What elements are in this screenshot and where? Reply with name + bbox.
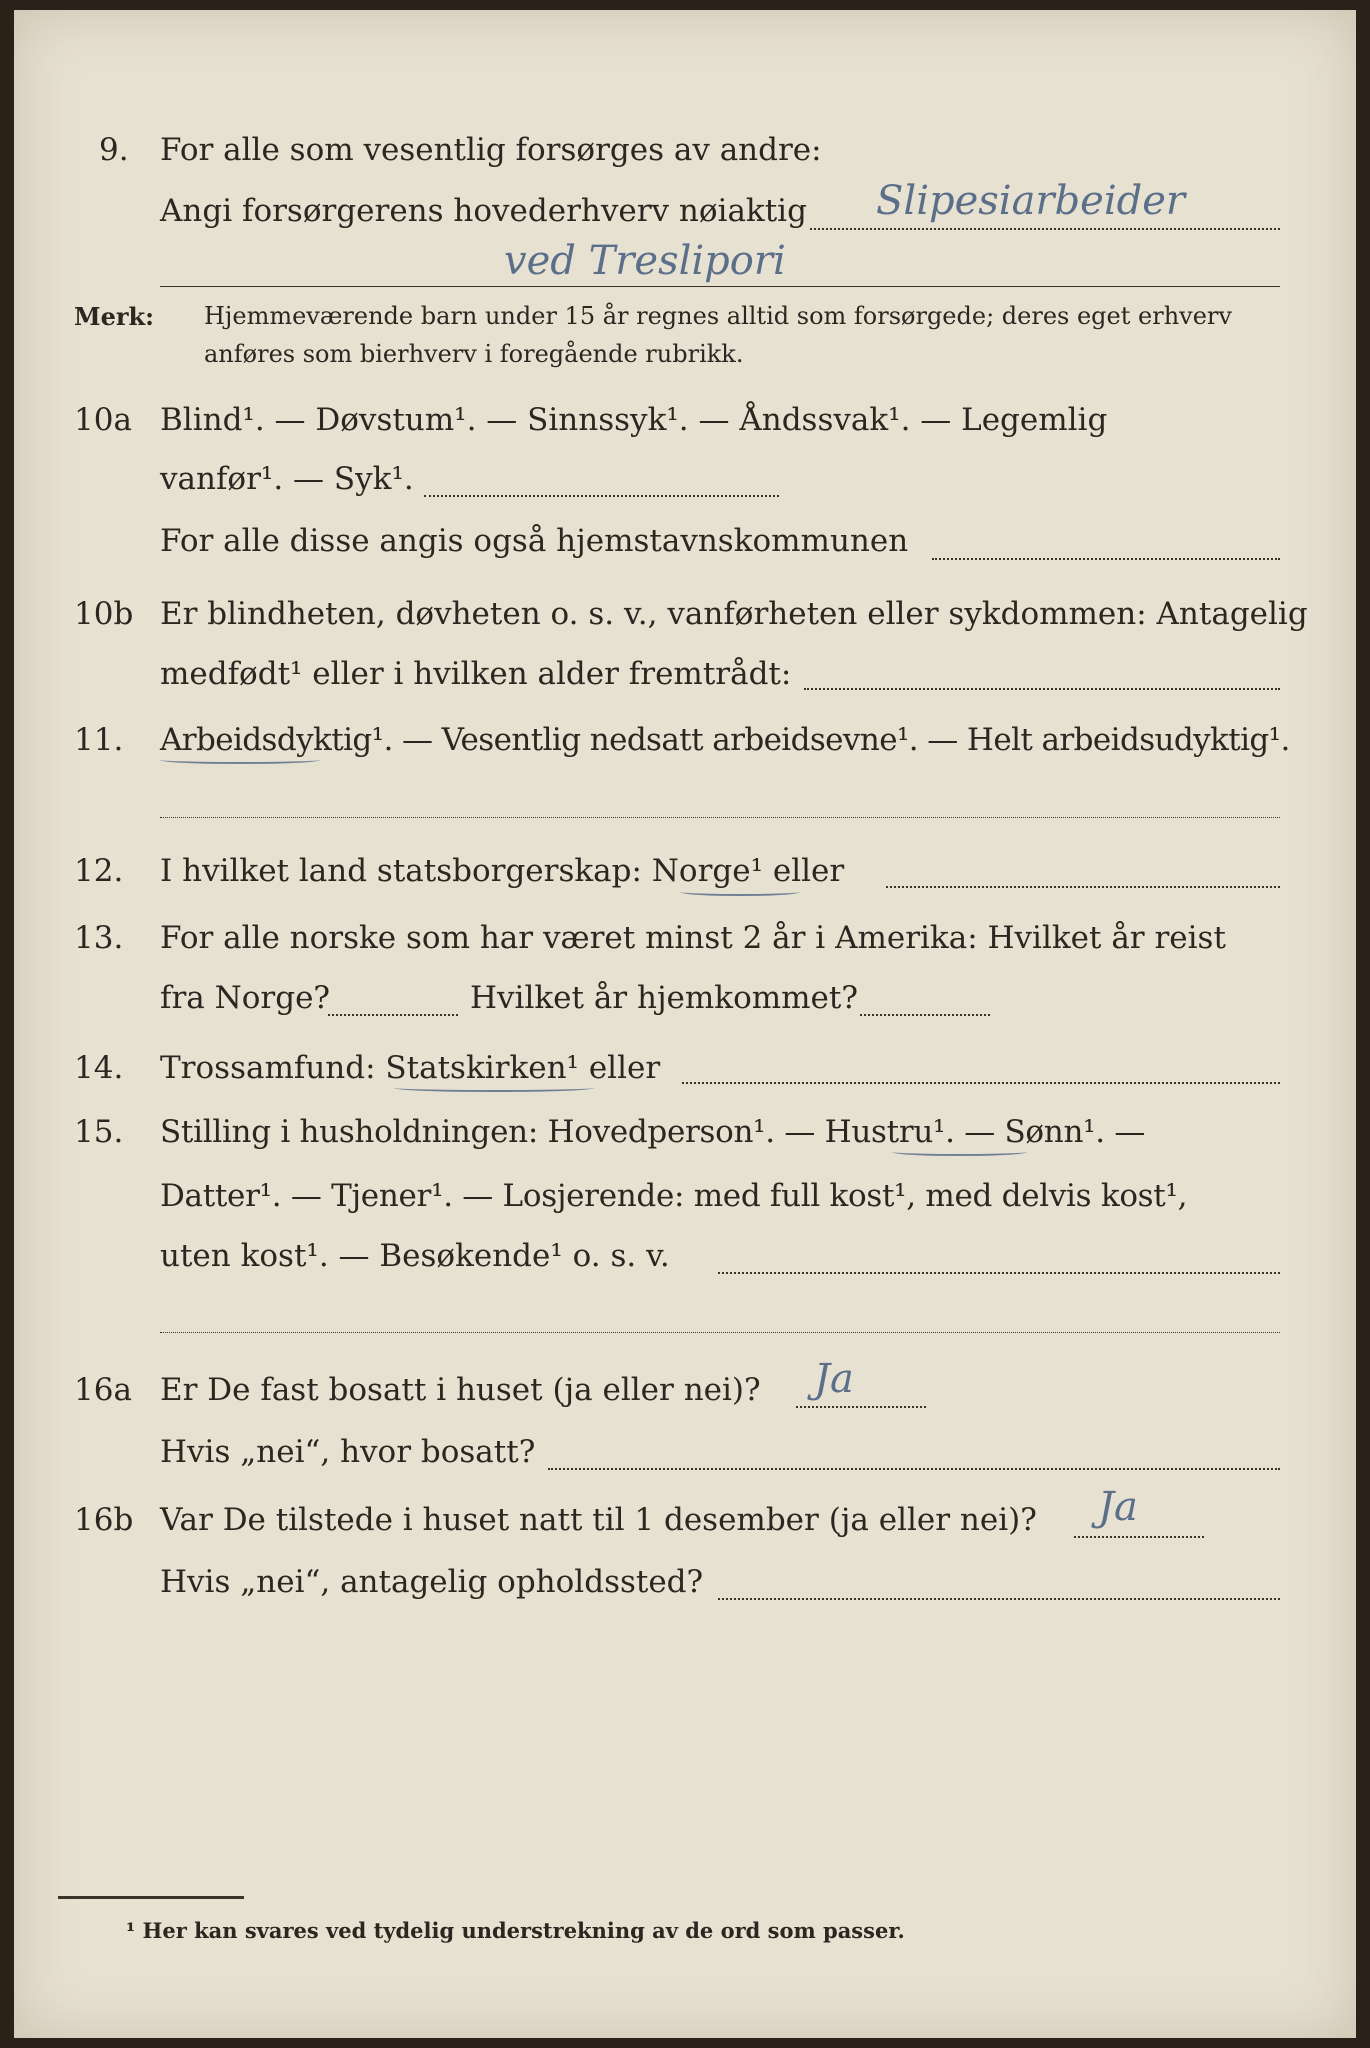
q16a-handwritten-answer: Ja <box>814 1356 854 1402</box>
q13-reist-line <box>328 1014 458 1016</box>
q10a-line1: Blind¹. — Døvstum¹. — Sinnssyk¹. — Åndssvak¹. — Legemlig <box>160 402 1108 438</box>
q9-answer-line2 <box>160 286 1280 287</box>
q16a-line2: Hvis „nei“, hvor bosatt? <box>160 1434 536 1470</box>
q11-number: 11. <box>74 722 124 758</box>
footnote-divider <box>58 1896 244 1899</box>
q15-line2: Datter¹. — Tjener¹. — Losjerende: med full kost¹, med delvis kost¹, <box>160 1178 1188 1214</box>
q9-handwritten-answer1: Slipesiarbeider <box>876 178 1186 224</box>
q9-handwritten-answer2: ved Treslipori <box>504 238 786 284</box>
merk-line2: anføres som bierhverv i foregående rubrikk. <box>204 340 744 368</box>
q10b-number: 10b <box>74 596 134 632</box>
q10b-line2: medfødt¹ eller i hvilken alder fremtrådt: <box>160 656 792 692</box>
q13-hjemkommet-line <box>860 1014 990 1016</box>
q16b-number: 16b <box>74 1502 134 1538</box>
q10b-alder-line <box>804 688 1280 690</box>
q13-number: 13. <box>74 920 124 956</box>
q10a-line2: vanfør¹. — Syk¹. <box>160 461 414 497</box>
q16a-line1: Er De fast bosatt i huset (ja eller nei)? <box>160 1372 761 1408</box>
merk-line1: Hjemmeværende barn under 15 år regnes alltid som forsørgede; deres eget erhverv <box>204 302 1232 330</box>
q15-number: 15. <box>74 1114 124 1150</box>
q16a-answer-line <box>796 1406 926 1408</box>
q15-extra-line <box>160 1332 1280 1333</box>
q9-number: 9. <box>99 132 129 168</box>
q15-line3: uten kost¹. — Besøkende¹ o. s. v. <box>160 1238 670 1274</box>
q13-line1: For alle norske som har været minst 2 år i Amerika: Hvilket år reist <box>160 920 1226 956</box>
q16b-handwritten-answer: Ja <box>1098 1484 1138 1530</box>
q15-line3-fill <box>718 1272 1280 1274</box>
q9-line2: Angi forsørgerens hovederhverv nøiaktig <box>160 193 807 229</box>
q10a-syk-line <box>424 495 779 497</box>
q10a-number: 10a <box>74 402 132 438</box>
q16b-answer-line <box>1074 1536 1204 1538</box>
q16b-opholdssted-line <box>718 1598 1280 1600</box>
merk-label: Merk: <box>74 302 154 331</box>
q10a-line3: For alle disse angis også hjemstavnskommunen <box>160 523 909 559</box>
q16a-bosatt-line <box>548 1468 1280 1470</box>
q9-line1: For alle som vesentlig forsørges av andre: <box>160 132 822 168</box>
q12-line1: I hvilket land statsborgerskap: Norge¹ eller <box>160 853 845 889</box>
q14-number: 14. <box>74 1050 124 1086</box>
q9-answer-line1 <box>810 228 1280 230</box>
q10a-hjemstavn-line <box>932 558 1280 560</box>
q12-number: 12. <box>74 853 124 889</box>
q12-country-line <box>886 886 1280 888</box>
q16b-line2: Hvis „nei“, antagelig opholdssted? <box>160 1564 704 1600</box>
q12-underline-mark <box>680 888 800 896</box>
q16a-number: 16a <box>74 1372 132 1408</box>
q11-extra-line <box>160 817 1280 818</box>
q10b-line1: Er blindheten, døvheten o. s. v., vanførheten eller sykdommen: Antagelig <box>160 596 1308 632</box>
q13-line2a: fra Norge? <box>160 980 331 1016</box>
footnote-text: ¹ Her kan svares ved tydelig understrekning av de ord som passer. <box>126 1918 905 1943</box>
q16b-line1: Var De tilstede i huset natt til 1 desember (ja eller nei)? <box>160 1502 1037 1538</box>
q11-underline-mark <box>160 756 320 764</box>
q13-line2b: Hvilket år hjemkommet? <box>470 980 858 1016</box>
q15-underline-mark <box>892 1148 1027 1156</box>
q15-line1: Stilling i husholdningen: Hovedperson¹. — Hustru¹. — Sønn¹. — <box>160 1114 1146 1150</box>
q14-trossamfund-line <box>682 1082 1280 1084</box>
q11-line1: Arbeidsdyktig¹. — Vesentlig nedsatt arbeidsevne¹. — Helt arbeidsudyktig¹. <box>160 722 1290 758</box>
q14-underline-mark <box>394 1084 594 1092</box>
census-form-page <box>14 10 1356 2038</box>
q14-line1: Trossamfund: Statskirken¹ eller <box>160 1050 661 1086</box>
